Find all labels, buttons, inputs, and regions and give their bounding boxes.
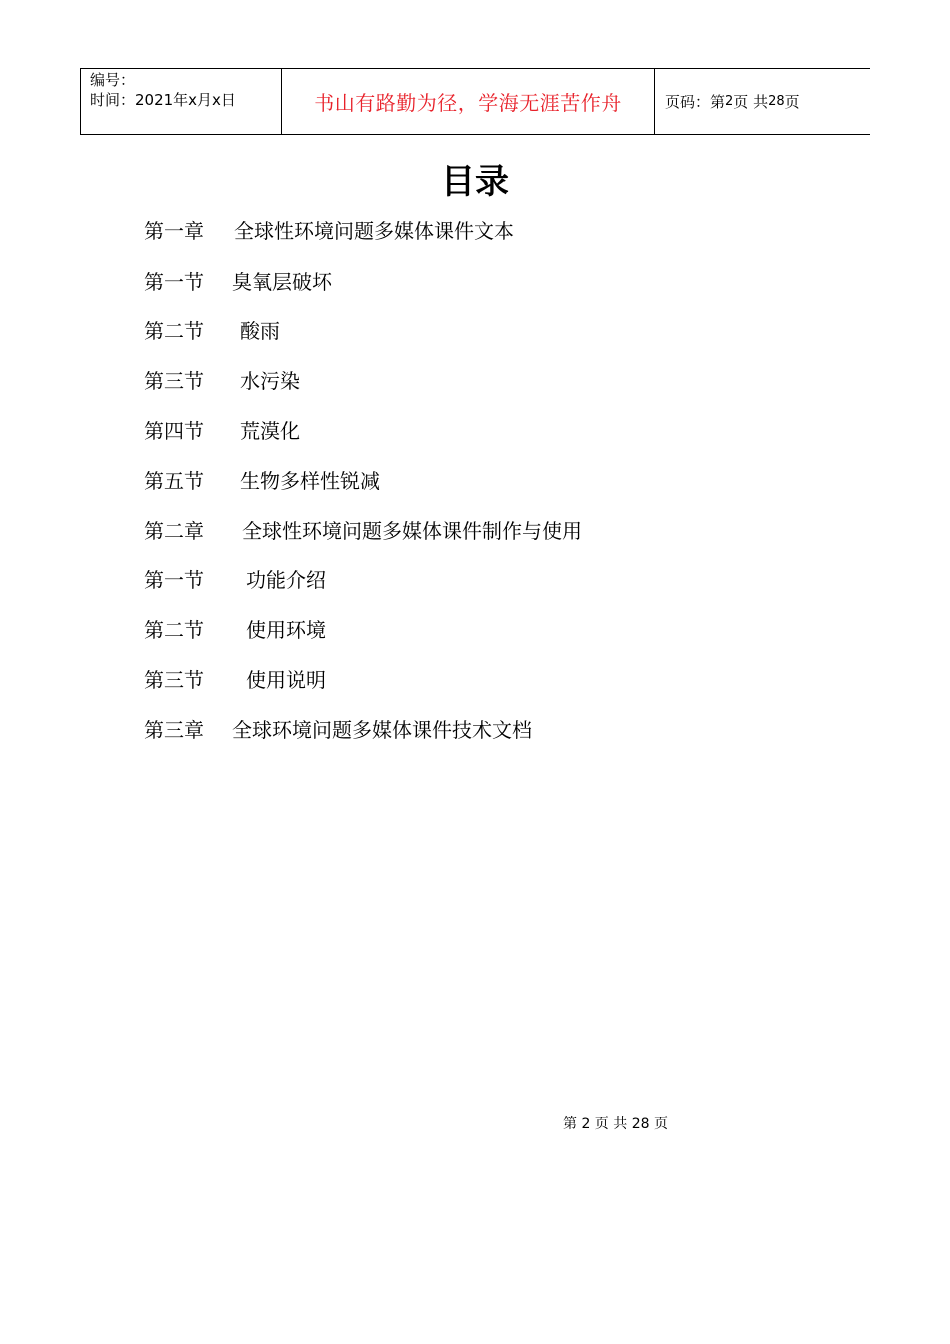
toc-item-number: 第三节: [144, 668, 204, 692]
toc-item-text: 生物多样性锐减: [240, 469, 380, 493]
toc-item: [144, 366, 300, 396]
toc-item: [144, 267, 332, 297]
page-label-middle: 页 共: [733, 93, 769, 111]
header-motto-cell: [282, 69, 655, 134]
page-current: 2: [725, 94, 734, 109]
page-footer: 第 2 页 共 28 页: [563, 1116, 668, 1132]
toc-item-number: 第三节: [144, 369, 204, 393]
toc-item-number: 第五节: [144, 469, 204, 493]
header-table: [80, 68, 870, 135]
toc-item-text: 全球环境问题多媒体课件技术文档: [232, 718, 532, 742]
toc-item: [144, 316, 280, 346]
toc-item-number: 第一章: [144, 219, 204, 243]
toc-item-number: 第二节: [144, 618, 204, 642]
toc-item: [144, 565, 326, 595]
toc-item-number: 第二章: [144, 519, 204, 543]
motto-text: 书山有路勤为径，学海无涯苦作舟: [314, 91, 622, 115]
toc-item: [144, 416, 300, 446]
toc-item-text: 使用环境: [246, 618, 326, 642]
header-page-cell: [655, 69, 870, 134]
document-title: 目录: [441, 162, 509, 202]
toc-item-number: 第三章: [144, 718, 204, 742]
toc-item-text: 臭氧层破坏: [232, 270, 332, 294]
header-meta-cell: [81, 69, 282, 134]
toc-item: [144, 466, 380, 496]
toc-item-text: 全球性环境问题多媒体课件文本: [234, 219, 514, 243]
toc-item: [144, 216, 514, 246]
date-label: 时间：2021年x月x日: [90, 91, 236, 109]
toc-item-number: 第四节: [144, 419, 204, 443]
page-label-suffix: 页: [784, 93, 800, 111]
toc-item-text: 水污染: [240, 369, 300, 393]
page-label-prefix: 页码：第: [665, 93, 726, 111]
toc-item-text: 使用说明: [246, 668, 326, 692]
toc-item-text: 荒漠化: [240, 419, 300, 443]
toc-item-text: 功能介绍: [246, 568, 326, 592]
toc-item: [144, 665, 326, 695]
toc-item: [144, 615, 326, 645]
toc-item: [144, 516, 582, 546]
page-total: 28: [768, 94, 785, 109]
toc-item: [144, 715, 532, 745]
toc-item-number: 第一节: [144, 270, 204, 294]
toc-item-text: 全球性环境问题多媒体课件制作与使用: [242, 519, 582, 543]
number-label: 编号：: [90, 71, 136, 89]
toc-item-text: 酸雨: [240, 319, 280, 343]
toc-item-number: 第一节: [144, 568, 204, 592]
toc-item-number: 第二节: [144, 319, 204, 343]
